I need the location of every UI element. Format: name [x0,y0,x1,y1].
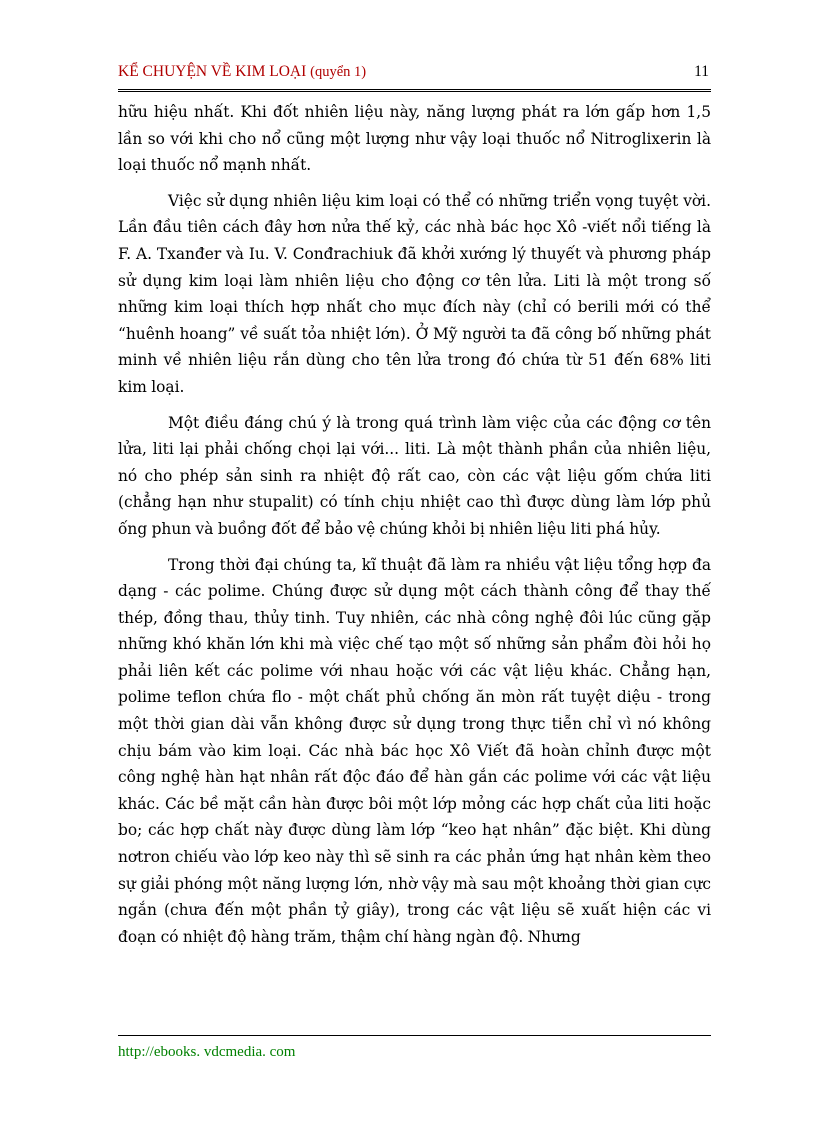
book-volume: (quyển 1) [310,64,367,80]
page-number: 11 [694,63,709,80]
paragraph: Một điều đáng chú ý là trong quá trình làm việc của các động cơ tên lửa, liti lại phải chống chọi lại với... liti. Là một thành phần của nhiên liệu, nó cho phép sản sinh ra nhiệt độ rất cao, còn các vật liệu gốm chứa liti (chẳng hạn như stupalit) có tính chịu nhiệt cao thì được dùng làm lớp phủ ống phun và buồng đốt để bảo vệ chúng khỏi bị nhiên liệu liti phá hủy. [118,413,711,538]
paragraph: Việc sử dụng nhiên liệu kim loại có thể có những triển vọng tuyệt vời. Lần đầu tiên cách đây hơn nửa thế kỷ, các nhà bác học Xô -viết nổi tiếng là F. A. Txanđer và Iu. V. Conđrachiuk đã khởi xướng lý thuyết và phương pháp sử dụng kim loại làm nhiên liệu cho động cơ tên lửa. Liti là một trong số những kim loại thích hợp nhất cho mục đích này (chỉ có berili mới có thể “huênh hoang” về suất tỏa nhiệt lớn). Ở Mỹ người ta đã công bố những phát minh về nhiên liệu rắn dùng cho tên lửa trong đó chứa từ 51 đến 68% liti kim loại. [118,191,711,396]
paragraph: hữu hiệu nhất. Khi đốt nhiên liệu này, năng lượng phát ra lớn gấp hơn 1,5 lần so với khi cho nổ cũng một lượng như vậy loại thuốc nổ Nitroglixerin là loại thuốc nổ mạnh nhất. [118,103,711,175]
paragraph: Trong thời đại chúng ta, kĩ thuật đã làm ra nhiều vật liệu tổng hợp đa dạng - các polime. Chúng được sử dụng một cách thành công để thay thế thép, đồng thau, thủy tinh. Tuy nhiên, các nhà công nghệ đôi lúc cũng gặp những khó khăn lớn khi mà việc chế tạo một số những sản phẩm đòi hỏi họ phải liên kết các polime với nhau hoặc với các vật liệu khác. Chẳng hạn, polime teflon chứa flo - một chất phủ chống ăn mòn rất tuyệt diệu - trong một thời gian dài vẫn không được sử dụng trong thực tiễn chỉ vì nó không chịu bám vào kim loại. Các nhà bác học Xô Viết đã hoàn chỉnh được một công nghệ hàn hạt nhân rất độc đáo để hàn gắn các polime với các vật liệu khác. Các bề mặt cần hàn được bôi một lớp mỏng các hợp chất của liti hoặc bo; các hợp chất này được dùng làm lớp “keo hạt nhân” đặc biệt. Khi dùng nơtron chiếu vào lớp keo này thì sẽ sinh ra các phản ứng hạt nhân kèm theo sự giải phóng một năng lượng lớn, nhờ vậy mà sau một khoảng thời gian cực ngắn (chưa đến một phần tỷ giây), trong các vật liệu sẽ xuất hiện các vi đoạn có nhiệt độ hàng trăm, thậm chí hàng ngàn độ. Nhưng [118,555,711,946]
footer-link[interactable]: http://ebooks. vdcmedia. com [118,1044,296,1060]
footer-divider [118,1035,711,1036]
book-title: KỂ CHUYỆN VỀ KIM LOẠI [118,63,307,80]
running-header [118,63,711,85]
book-title-wrap [118,63,366,81]
page-body [118,99,711,959]
header-divider [118,89,711,92]
